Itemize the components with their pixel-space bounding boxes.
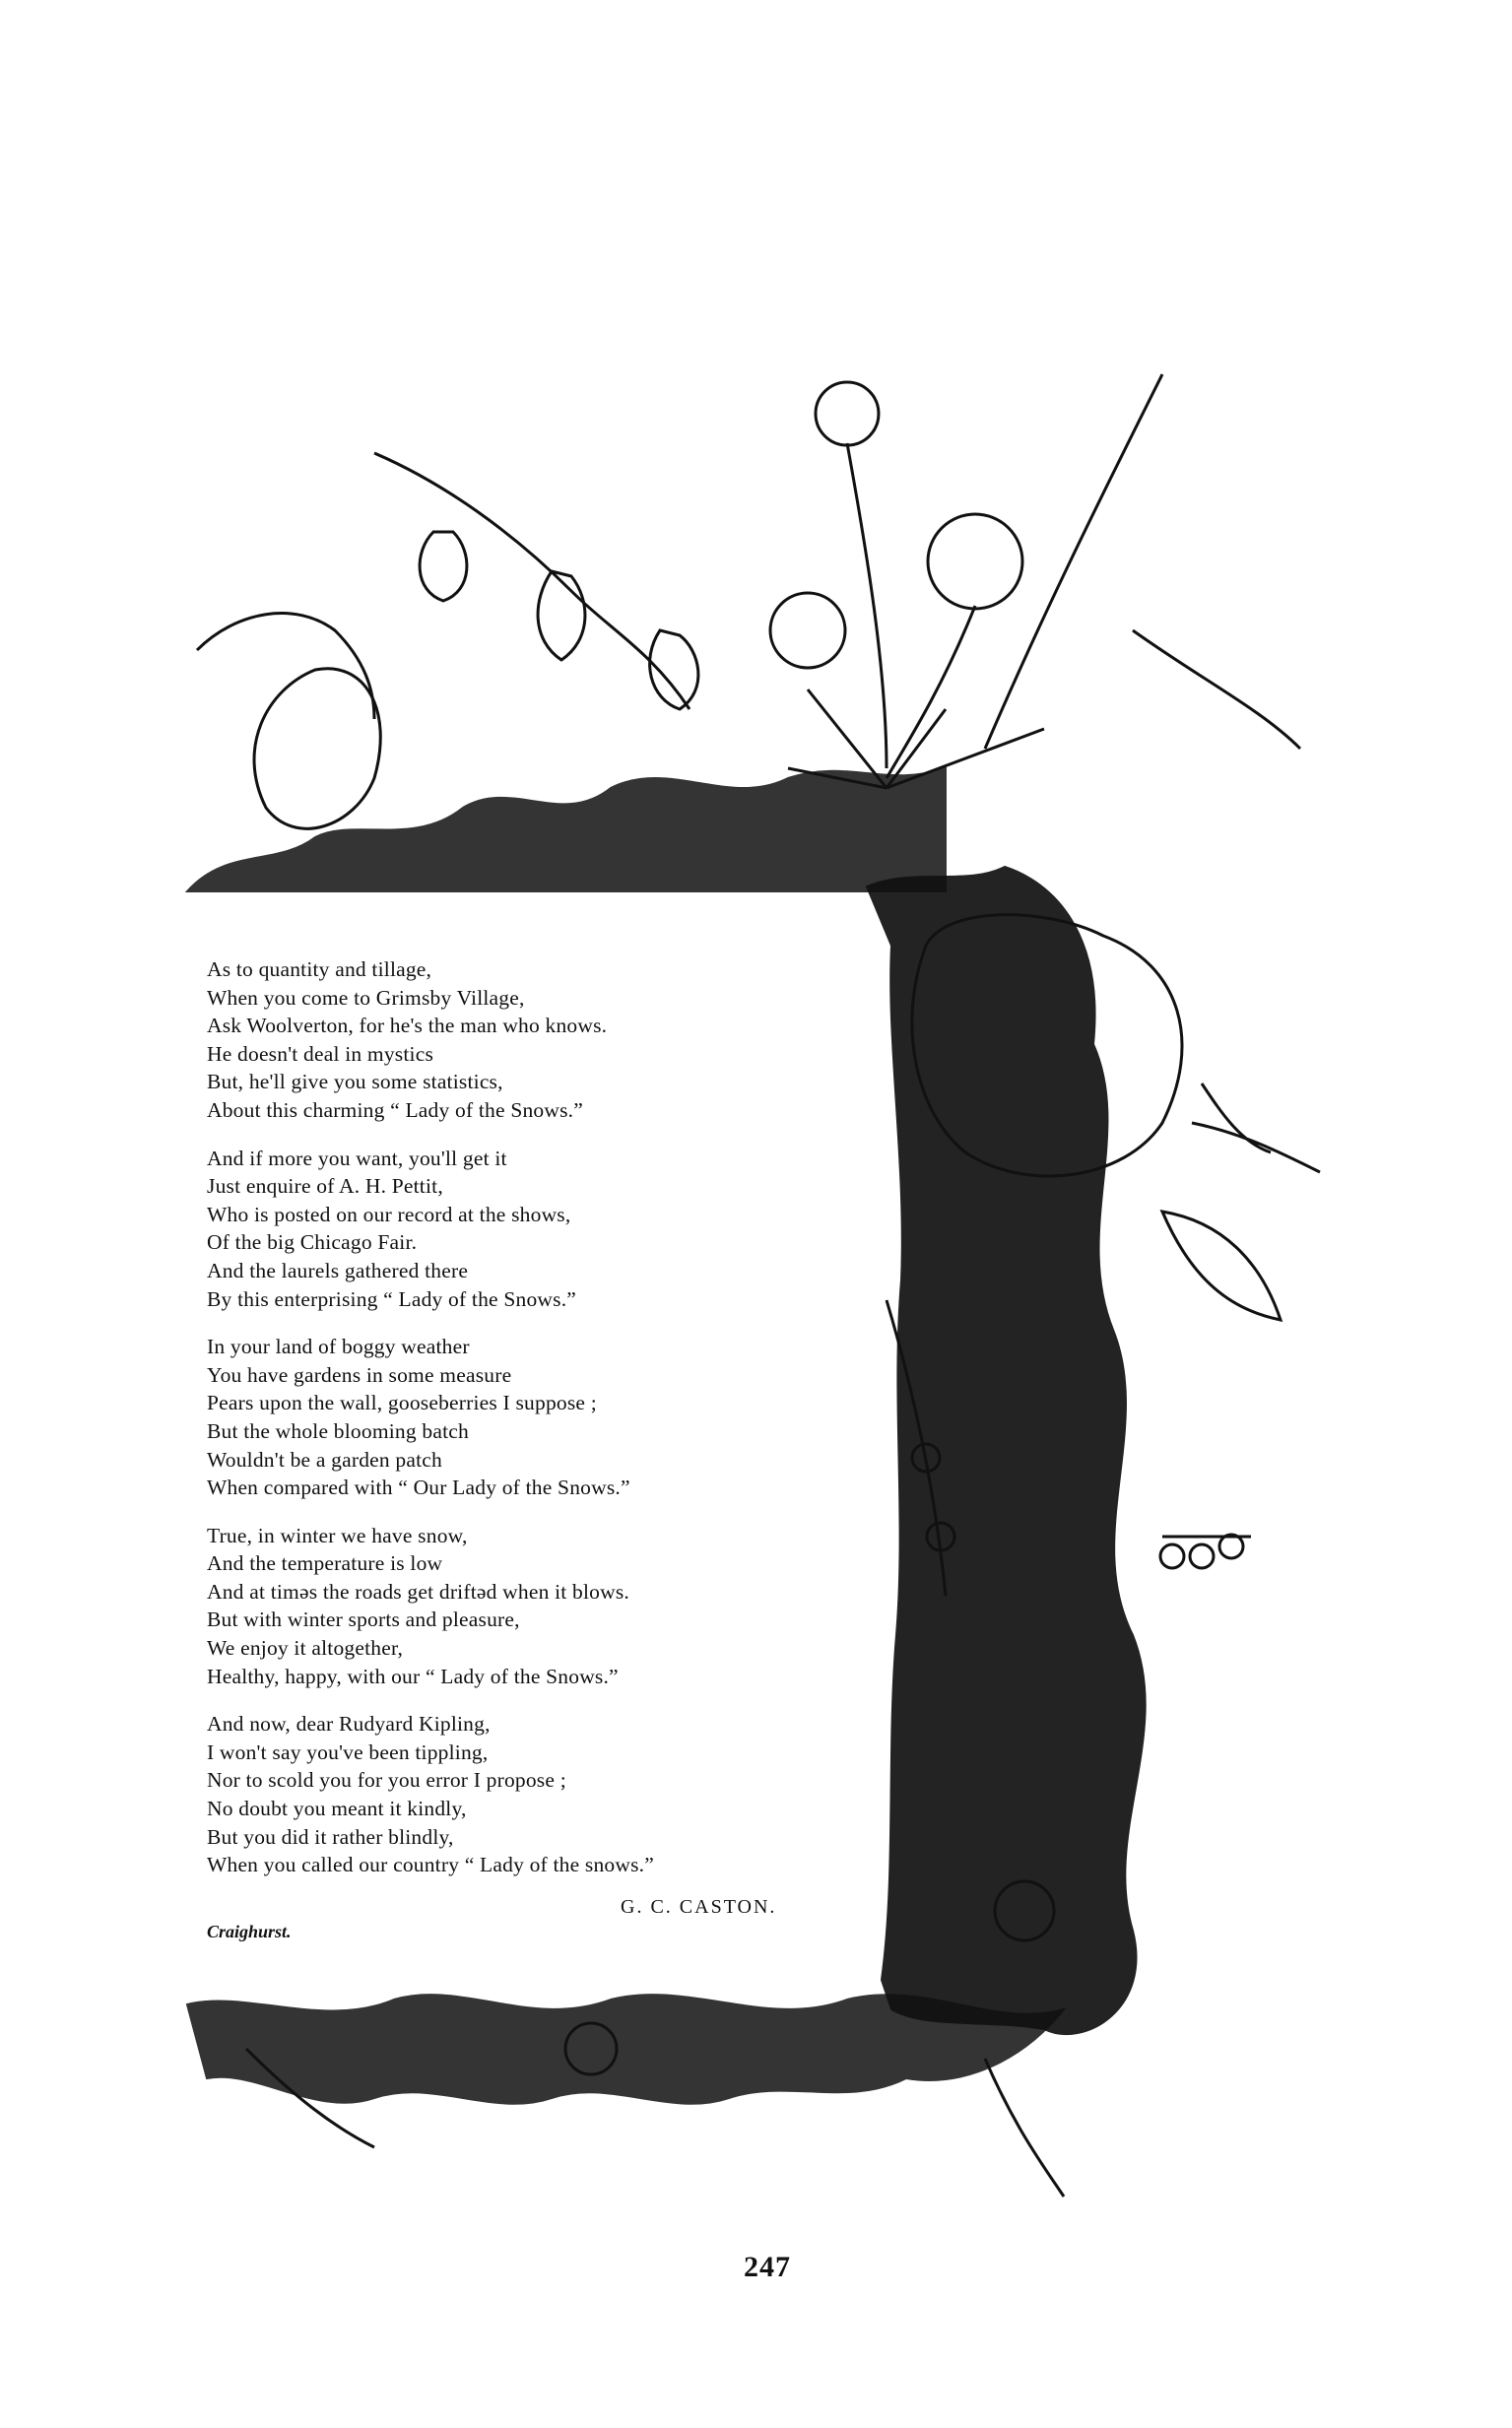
orchid-flower-icon [254, 669, 380, 829]
poem-line: True, in winter we have snow, [207, 1523, 468, 1547]
poem-line: He doesn't deal in mystics [207, 1041, 434, 1066]
poem-line: And the temperature is low [207, 1551, 443, 1576]
poem-line: And the laurels gathered there [207, 1258, 469, 1282]
poem-line: You have gardens in some measure [207, 1362, 512, 1387]
poem-line: We enjoy it altogether, [207, 1636, 404, 1661]
poem-line: But, he'll give you some statistics, [207, 1070, 503, 1094]
poem-line: Healthy, happy, with our “ Lady of the Snows.” [207, 1664, 619, 1688]
stanza-1 [207, 955, 847, 1125]
poem-line: But with winter sports and pleasure, [207, 1608, 520, 1632]
lily-bell-icon [1190, 1544, 1214, 1568]
fern-frond-icon [1192, 1083, 1320, 1172]
page-number: 247 [744, 2251, 791, 2283]
right-foliage-band-icon [867, 867, 1146, 2034]
stanza-2 [207, 1145, 847, 1314]
rose-leaf-icon [1162, 1212, 1281, 1320]
stanza-4 [207, 1522, 847, 1691]
poem-line: When compared with “ Our Lady of the Snows.” [207, 1476, 630, 1500]
author-name: G. C. CASTON. [621, 1896, 777, 1918]
pansy-flower-icon [770, 593, 845, 668]
bottom-foliage-icon [187, 1995, 1064, 2104]
poem-line: And at timəs the roads get driftəd when it blows. [207, 1579, 629, 1604]
poem-line: Just enquire of A. H. Pettit, [207, 1174, 443, 1199]
buttercup-bud-icon [816, 382, 879, 445]
poem-line: Of the big Chicago Fair. [207, 1230, 418, 1255]
bluebell-flower-icon [420, 532, 467, 601]
buttercup-flower-icon [928, 514, 1022, 609]
signature-block [207, 1896, 798, 1955]
author-place: Craighurst. [207, 1922, 292, 1941]
poem-line: When you come to Grimsby Village, [207, 985, 525, 1010]
lily-bell-icon [1219, 1535, 1243, 1558]
poem-line: By this enterprising “ Lady of the Snows.” [207, 1286, 577, 1311]
poem-line: As to quantity and tillage, [207, 957, 432, 981]
poem-line: Nor to scold you for you error I propose ; [207, 1768, 566, 1793]
poem-line: Ask Woolverton, for he's the man who knows. [207, 1014, 608, 1038]
poem-line: I won't say you've been tippling, [207, 1739, 489, 1764]
poem-line: Wouldn't be a garden patch [207, 1447, 442, 1472]
poem [207, 955, 847, 1899]
poem-line: Pears upon the wall, gooseberries I suppose ; [207, 1391, 597, 1415]
poem-line: But you did it rather blindly, [207, 1824, 454, 1849]
bluebell-flower-icon [538, 571, 585, 660]
orchid-leaf-icon [197, 614, 374, 719]
stanza-3 [207, 1333, 847, 1502]
top-moss-icon [187, 768, 946, 891]
stanza-5 [207, 1710, 847, 1879]
lily-bell-icon [1160, 1544, 1184, 1568]
poem-line: And if more you want, you'll get it [207, 1146, 507, 1170]
flower-stem-icon [847, 374, 1162, 778]
poem-line: But the whole blooming batch [207, 1418, 469, 1443]
poem-line: Who is posted on our record at the shows, [207, 1202, 571, 1226]
poem-line: No doubt you meant it kindly, [207, 1797, 467, 1821]
poem-line: And now, dear Rudyard Kipling, [207, 1712, 491, 1737]
poem-line: About this charming “ Lady of the Snows.” [207, 1097, 583, 1122]
poem-line: When you called our country “ Lady of the snows.” [207, 1853, 654, 1877]
grass-blades-icon [788, 630, 1300, 788]
poem-line: In your land of boggy weather [207, 1335, 470, 1359]
